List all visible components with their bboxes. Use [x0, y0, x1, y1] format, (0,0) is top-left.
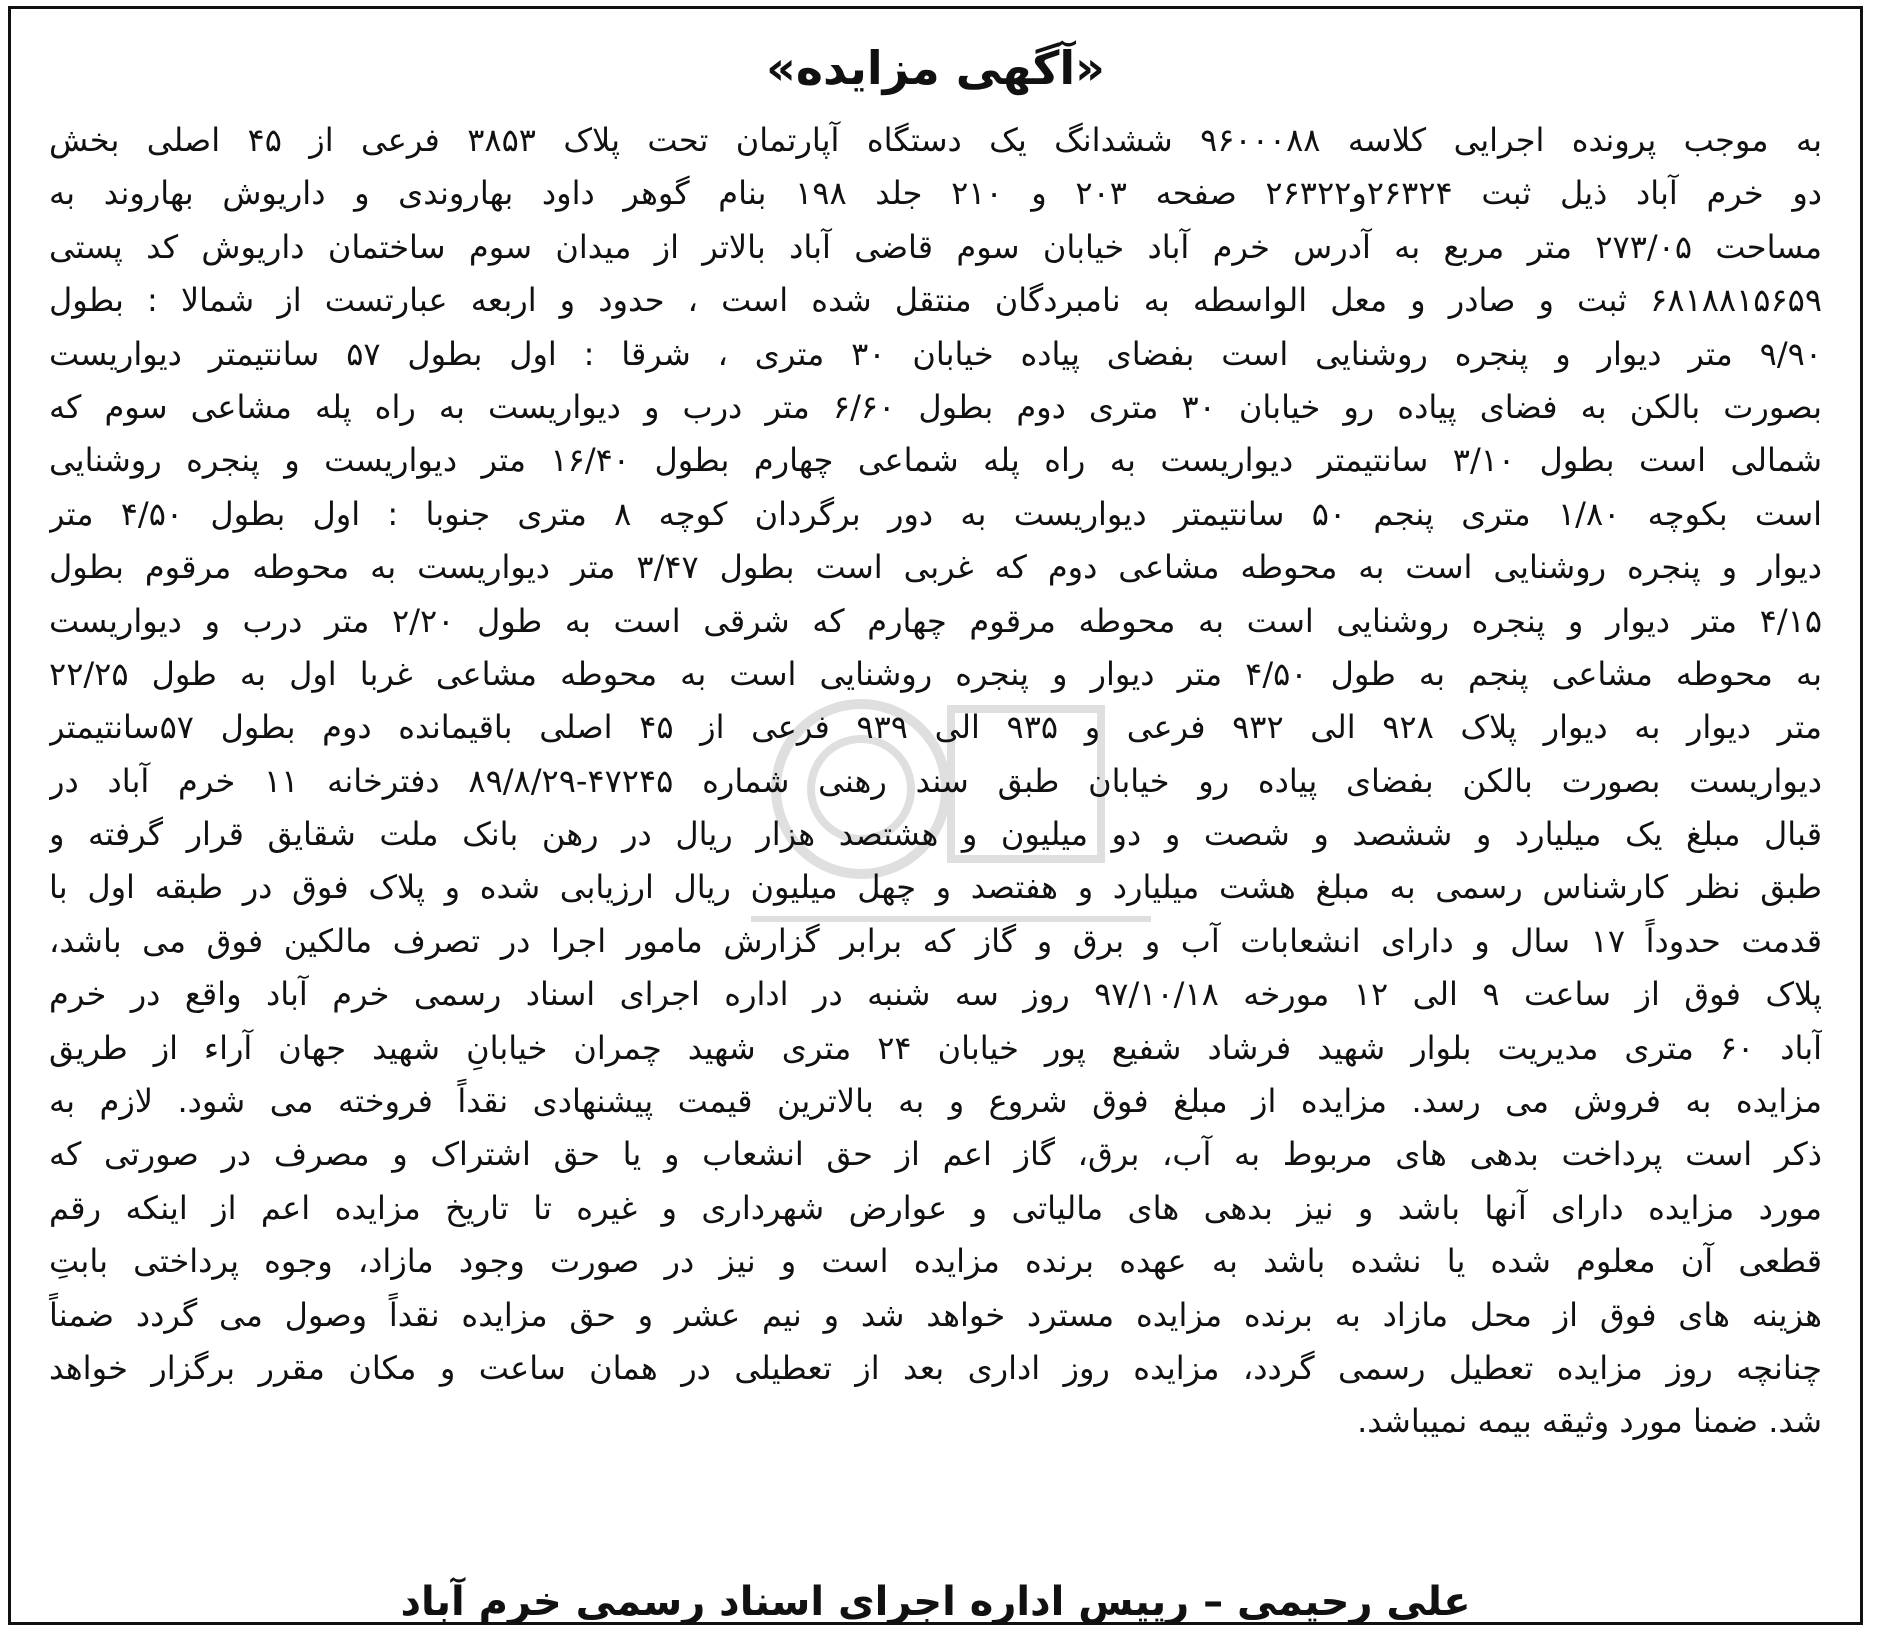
notice-line: است بکوچه ۱/۸۰ متری پنجم ۵۰ سانتیمتر دیواریست به دور برگردان کوچه ۸ متری جنوبا : اول بطول ۴/۵۰ متر [49, 494, 1822, 533]
notice-line: متر دیوار به دیوار پلاک ۹۲۸ الی ۹۳۲ فرعی و ۹۳۵ الی ۹۳۹ فرعی از ۴۵ اصلی باقیمانده دوم بطول ۵۷سانتیمتر [49, 708, 1822, 747]
notice-line: مورد مزایده دارای آنها باشد و نیز بدهی های مالیاتی و عوارض شهرداری و غیره تا تاریخ مزایده اعم از اینکه رقم [49, 1188, 1822, 1227]
notice-frame [8, 6, 1863, 1625]
notice-signature: علی رحیمی – رییس اداره اجرای اسناد رسمی خرم آباد [400, 1579, 1471, 1625]
notice-line: قطعی آن معلوم شده یا نشده باشد به عهده برنده مزایده است و نیز در صورت وجود مازاد، وجوه پرداختی بابتِ [49, 1242, 1822, 1281]
notice-line: دو خرم آباد ذیل ثبت ۲۶۳۲۴و۲۶۳۲۲ صفحه ۲۰۳ و ۲۱۰ جلد ۱۹۸ بنام گوهر داود بهاروندی و داریوش بهاروند به [49, 174, 1822, 213]
notice-line: شد. ضمنا مورد وثیقه بیمه نمیباشد. [1357, 1402, 1822, 1441]
notice-line: ۹/۹۰ متر دیوار و پنجره روشنایی است بفضای پیاده خیابان ۳۰ متری ، شرقا : اول بطول ۵۷ سانتیمتر دیواریست [49, 334, 1822, 373]
notice-line: پلاک فوق از ساعت ۹ الی ۱۲ مورخه ۹۷/۱۰/۱۸ روز سه شنبه در اداره اجرای اسناد رسمی خرم آباد واقع در خرم [49, 975, 1822, 1014]
notice-line: قدمت حدوداً ۱۷ سال و دارای انشعابات آب و برق و گاز که برابر گزارش مامور اجرا در تصرف مالکین فوق می باشد، [49, 921, 1822, 960]
notice-line: مزایده به فروش می رسد. مزایده از مبلغ فوق شروع و به بالاترین قیمت پیشنهادی نقداً فروخته می شود. لازم به [49, 1082, 1822, 1121]
notice-line: مساحت ۲۷۳/۰۵ متر مربع به آدرس خرم آباد خیابان سوم قاضی آباد بالاتر از میدان سوم ساختمان داریوش کد پستی [49, 227, 1822, 266]
notice-title: «آگهی مزایده» [766, 41, 1105, 95]
notice-line: به محوطه مشاعی پنجم به طول ۴/۵۰ متر دیوار و پنجره روشنایی است به محوطه مشاعی غربا اول به طول ۲۲/۲۵ [49, 654, 1822, 693]
notice-line: به موجب پرونده اجرایی کلاسه ۹۶۰۰۰۸۸ ششدانگ یک دستگاه آپارتمان تحت پلاک ۳۸۵۳ فرعی از ۴۵ اصلی بخش [49, 121, 1822, 159]
notice-line: دیوار و پنجره روشنایی است به محوطه مشاعی دوم که غربی است بطول ۳/۴۷ متر دیواریست به محوطه مرقوم بطول [49, 548, 1822, 587]
notice-line: طبق نظر کارشناس رسمی به مبلغ هشت میلیارد و هفتصد و چهل میلیون ریال ارزیابی شده و پلاک فوق در طبقه اول با [49, 868, 1822, 907]
notice-line: ذکر است پرداخت بدهی های مربوط به آب، برق، گاز اعم از حق انشعاب و یا حق اشتراک و مصرف در صورتی که [49, 1135, 1822, 1174]
notice-line: بصورت بالکن به فضای پیاده رو خیابان ۳۰ متری دوم بطول ۶/۶۰ متر درب و دیواریست به راه پله مشاعی سوم که [49, 387, 1822, 426]
notice-line: ۴/۱۵ متر دیوار و پنجره روشنایی است به محوطه مرقوم چهارم که شرقی است به طول ۲/۲۰ متر درب و دیواریست [49, 601, 1822, 640]
notice-line: ۶۸۱۸۸۱۵۶۵۹ ثبت و صادر و معل الواسطه به نامبردگان منتقل شده است ، حدود و اربعه عبارتست از شمالا : بطول [49, 281, 1822, 320]
notice-line: هزینه های فوق از محل مازاد به برنده مزایده مسترد خواهد شد و نیم عشر و حق مزایده نقداً وصول می گردد ضمناً [49, 1295, 1822, 1334]
notice-line: قبال مبلغ یک میلیارد و ششصد و شصت و دو میلیون و هشتصد هزار ریال در رهن بانک ملت شقایق قرار گرفته و [49, 815, 1822, 854]
notice-line: آباد ۶۰ متری مدیریت بلوار شهید فرشاد شفیع پور خیابان ۲۴ متری شهید چمران خیابانِ شهید جهان آراء از طریق [49, 1028, 1822, 1067]
notice-line: چنانچه روز مزایده تعطیل رسمی گردد، مزایده روز اداری بعد از تعطیلی در همان ساعت و مکان مقرر برگزار خواهد [49, 1348, 1822, 1387]
notice-line: دیواریست بصورت بالکن بفضای پیاده رو خیابان طبق سند رهنی شماره ۴۷۲۴۵-۸۹/۸/۲۹ دفترخانه ۱۱ خرم آباد در [49, 761, 1822, 800]
notice-body [49, 114, 1822, 1569]
notice-line: شمالی است بطول ۳/۱۰ سانتیمتر دیواریست به راه پله شماعی چهارم بطول ۱۶/۴۰ متر دیواریست و پنجره روشنایی [49, 441, 1822, 480]
